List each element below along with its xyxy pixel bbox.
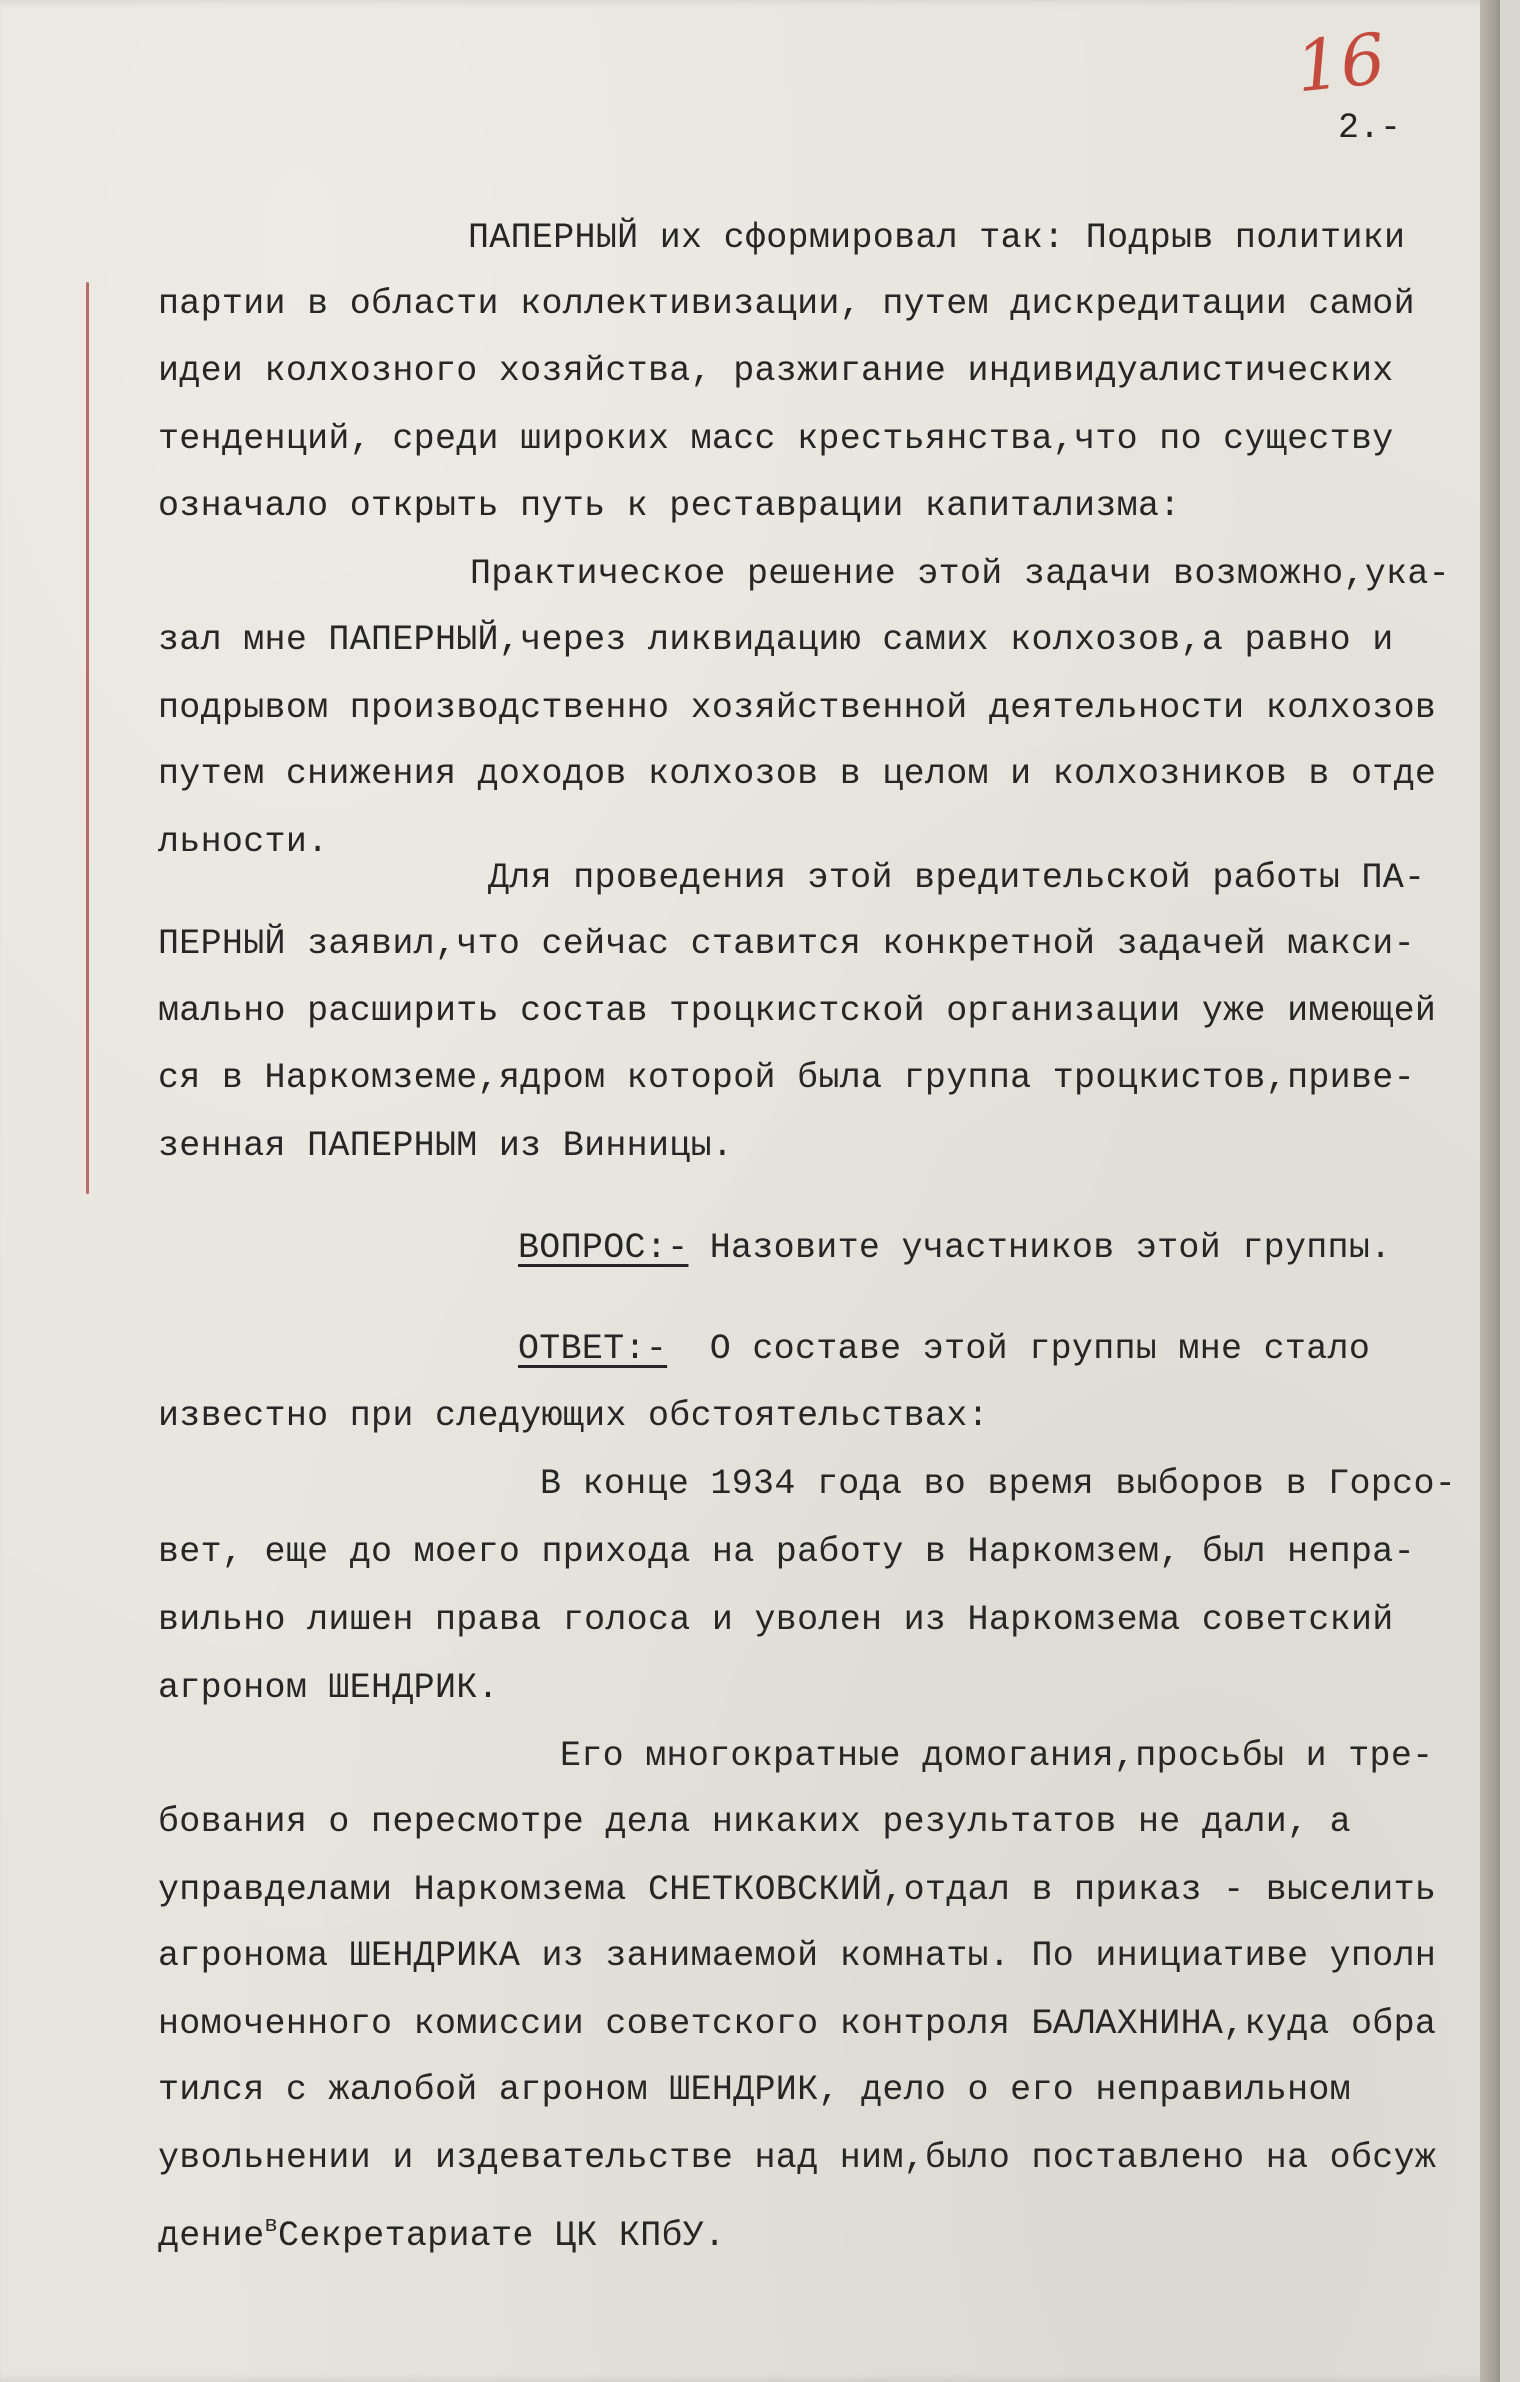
page-edge (1480, 0, 1500, 2382)
text-line: Его многократные домогания,просьбы и тре- (560, 1736, 1434, 1776)
text-line: увольнении и издевательстве над ним,было поставлено на обсуж (158, 2138, 1437, 2178)
red-margin-mark (86, 282, 89, 1194)
page-number: 2.- (1338, 108, 1402, 148)
text-line: означало открыть путь к реставрации капитализма: (158, 486, 1181, 526)
question-line (518, 1226, 1391, 1270)
question-label: ВОПРОС:- (518, 1228, 689, 1268)
text-line: агронома ШЕНДРИКА из занимаемой комнаты. По инициативе уполн (158, 1936, 1437, 1976)
text-line: агроном ШЕНДРИК. (158, 1668, 499, 1708)
text-line: Для проведения этой вредительской работы ПА- (488, 858, 1426, 898)
text-line: управделами Наркомзема СНЕТКОВСКИЙ,отдал в приказ - выселить (158, 1870, 1437, 1910)
text-line: идеи колхозного хозяйства, разжигание индивидуалистических (158, 351, 1394, 391)
text-line: зенная ПАПЕРНЫМ из Винницы. (158, 1126, 734, 1166)
text-line: вет, еще до моего прихода на работу в Наркомзем, был непра- (158, 1532, 1415, 1572)
text-line: В конце 1934 года во время выборов в Горсо- (540, 1464, 1457, 1504)
text-line: бования о пересмотре дела никаких результатов не дали, а (158, 1802, 1351, 1842)
answer-label: ОТВЕТ:- (518, 1329, 668, 1369)
text-line: льности. (158, 822, 329, 862)
text-line: номоченного комиссии советского контроля БАЛАХНИНА,куда обра (158, 2004, 1437, 2044)
answer-line (518, 1327, 1370, 1371)
text-line: партии в области коллективизации, путем дискредитации самой (158, 284, 1415, 324)
text-line: зал мне ПАПЕРНЫЙ,через ликвидацию самих колхозов,а равно и (158, 620, 1394, 660)
text-line: тенденций, среди широких масс крестьянства,что по существу (158, 419, 1394, 459)
last-line-start: дение (158, 2216, 265, 2256)
last-line-end: Секретариате ЦК КПбУ. (278, 2216, 726, 2256)
text-line: ПЕРНЫЙ заявил,что сейчас ставится конкретной задачей макси- (158, 924, 1415, 964)
text-line: мально расширить состав троцкистской организации уже имеющей (158, 991, 1437, 1031)
answer-text: О составе этой группы мне стало (709, 1329, 1371, 1369)
question-text: Назовите участников этой группы. (709, 1228, 1392, 1268)
text-line: вильно лишен права голоса и уволен из Наркомзема советский (158, 1600, 1394, 1640)
text-line: ся в Наркомземе,ядром которой была группа троцкистов,приве- (158, 1058, 1415, 1098)
folio-number: 16 (1291, 17, 1390, 109)
text-line: тился с жалобой агроном ШЕНДРИК, дело о его неправильном (158, 2070, 1351, 2110)
text-line: ПАПЕРНЫЙ их сформировал так: Подрыв политики (468, 218, 1406, 258)
handwritten-insertion: в (264, 2213, 279, 2238)
text-line: путем снижения доходов колхозов в целом и колхозников в отде (158, 754, 1437, 794)
text-line: известно при следующих обстоятельствах: (158, 1396, 989, 1436)
text-line: подрывом производственно хозяйственной деятельности колхозов (158, 688, 1437, 728)
text-line-last (158, 2204, 725, 2258)
text-line: Практическое решение этой задачи возможно,ука- (470, 554, 1450, 594)
